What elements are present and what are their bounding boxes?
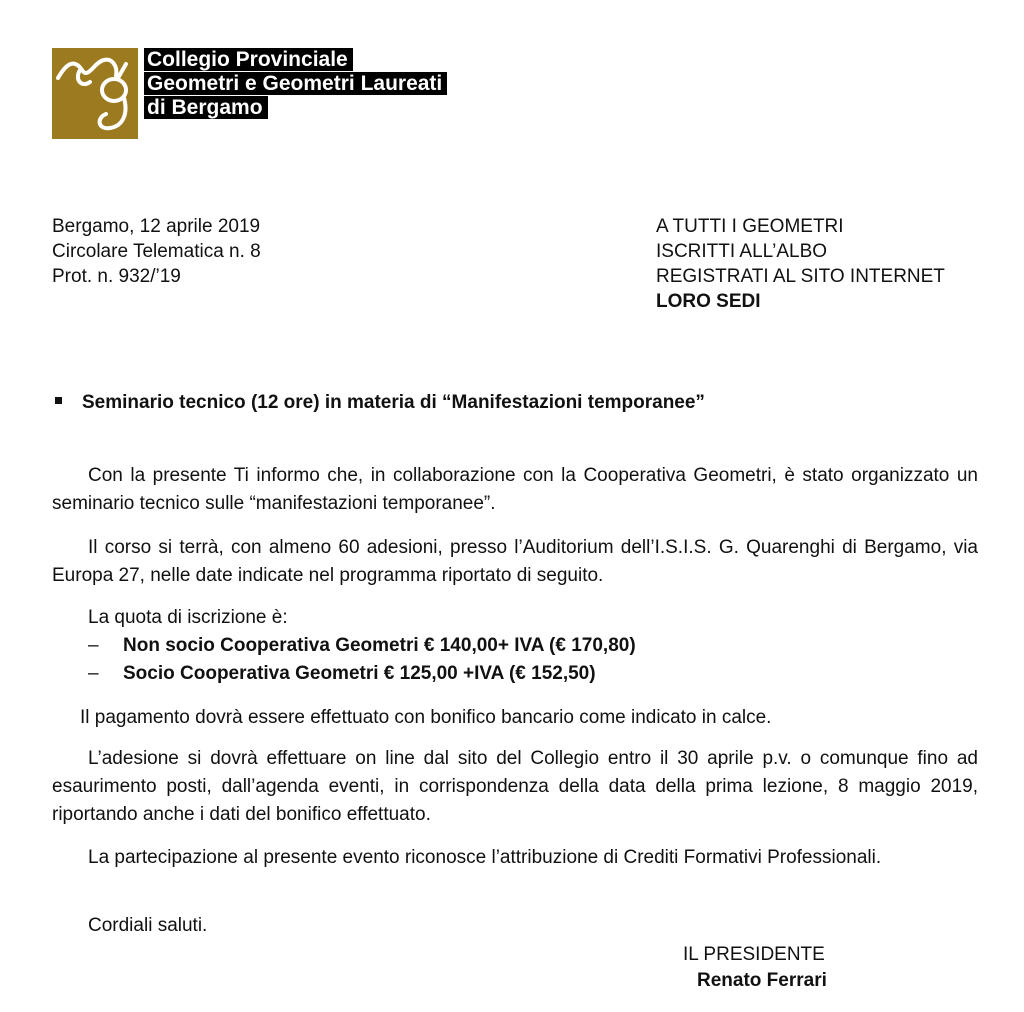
fee-label: La quota di iscrizione è: (88, 607, 288, 628)
logo-line-3: di Bergamo (144, 96, 268, 119)
recipients (656, 214, 945, 314)
fee-section (52, 604, 978, 688)
subject-line (52, 390, 982, 416)
circular-number: Circolare Telematica n. 8 (52, 241, 261, 262)
paragraph-credits-text: La partecipazione al presente evento riconosce l’attribuzione di Crediti Formativi Professionali. (88, 847, 882, 868)
paragraph-credits (52, 844, 978, 872)
recipient-line-3: REGISTRATI AL SITO INTERNET (656, 266, 945, 287)
fee-item-member (88, 660, 978, 688)
fee-item-text: Non socio Cooperativa Geometri € 140,00+ IVA (€ 170,80) (123, 635, 636, 656)
signature-name: Renato Ferrari (697, 970, 827, 991)
paragraph-registration (52, 745, 978, 829)
square-bullet-icon (55, 397, 62, 404)
protocol-number: Prot. n. 932/’19 (52, 266, 181, 287)
collegio-monogram-icon (52, 48, 138, 139)
recipient-line-2: ISCRITTI ALL’ALBO (656, 241, 828, 262)
logo-line-1: Collegio Provinciale (144, 48, 353, 71)
recipient-line-4: LORO SEDI (656, 291, 761, 312)
paragraph-payment-text: Il pagamento dovrà essere effettuato con bonifico bancario come indicato in calce. (80, 707, 772, 728)
subject-text: Seminario tecnico (12 ore) in materia di “Manifestazioni temporanee” (82, 392, 705, 413)
paragraph-closing (52, 912, 978, 940)
paragraph-payment (52, 704, 978, 732)
letter-date: Bergamo, 12 aprile 2019 (52, 216, 261, 237)
signature-block (683, 942, 827, 994)
fee-item-text: Socio Cooperativa Geometri € 125,00 +IVA (€ 152,50) (123, 663, 596, 684)
paragraph-intro-text: Con la presente Ti informo che, in collaborazione con la Cooperativa Geometri, è stato organizzato un seminario tecnico sulle “manifestazioni temporanee”. (52, 465, 978, 514)
dash-bullet: – (88, 635, 99, 656)
paragraph-location-text: Il corso si terrà, con almeno 60 adesioni, presso l’Auditorium dell’I.S.I.S. G. Quarenghi di Bergamo, via Europa 27, nelle date indicate nel programma riportato di seguito. (52, 537, 978, 586)
letter-reference (52, 214, 261, 289)
fee-item-non-member (88, 632, 978, 660)
paragraph-registration-text: L’adesione si dovrà effettuare on line dal sito del Collegio entro il 30 aprile p.v. o comunque fino ad esaurimento posti, dall’agenda eventi, in corrispondenza della data della prima lezione, 8 maggio 2019, riportando anche i dati del bonifico effettuato. (52, 748, 978, 825)
signature-title: IL PRESIDENTE (683, 944, 825, 965)
dash-bullet: – (88, 663, 99, 684)
recipient-line-1: A TUTTI I GEOMETRI (656, 216, 844, 237)
closing-text: Cordiali saluti. (88, 915, 208, 936)
collegio-name (144, 48, 524, 120)
paragraph-location (52, 534, 978, 590)
paragraph-intro (52, 462, 978, 518)
logo-line-2: Geometri e Geometri Laureati (144, 72, 447, 95)
